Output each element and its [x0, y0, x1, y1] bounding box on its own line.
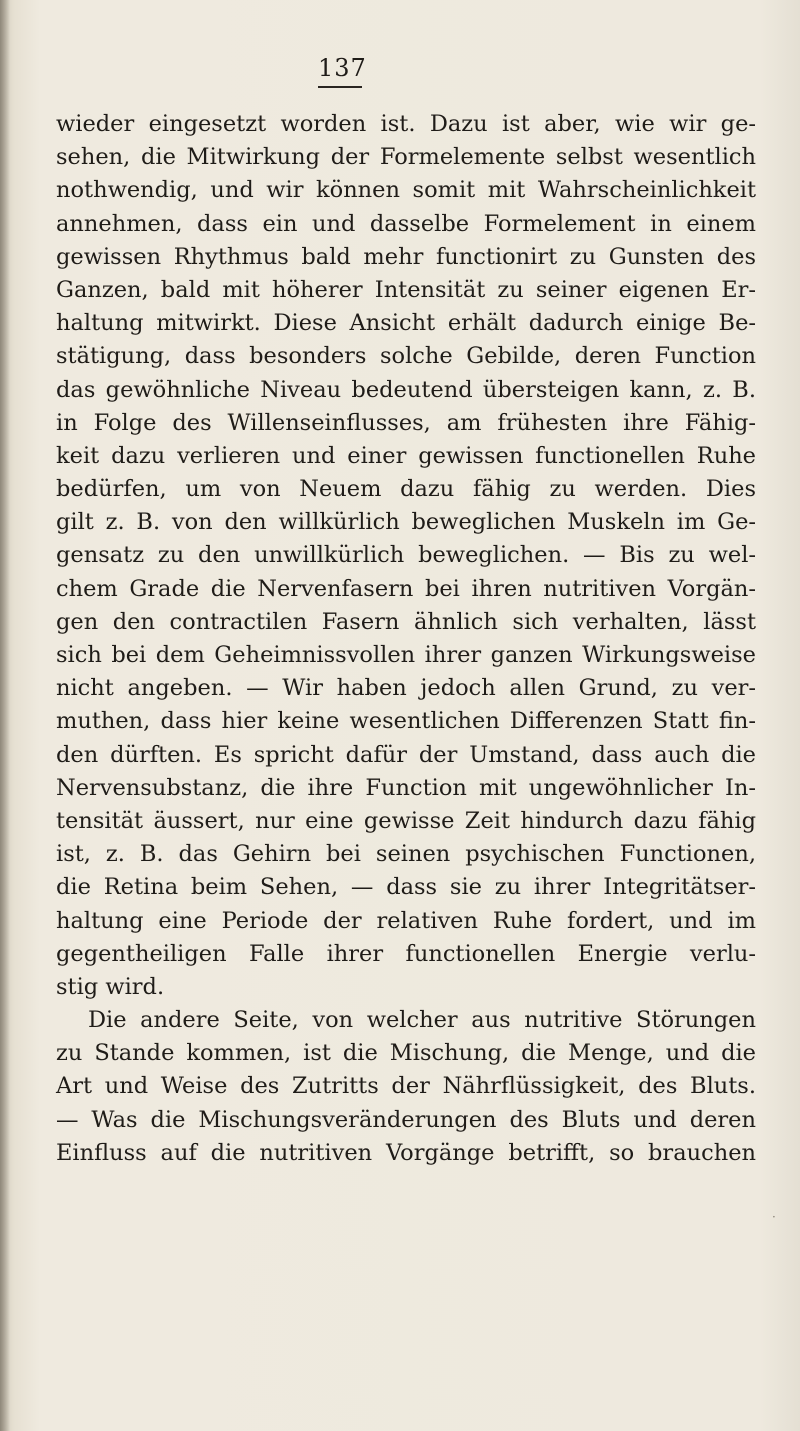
text-line: stätigung, dass besonders solche Gebilde, deren Function [56, 343, 756, 370]
paragraph-end-line: stig wird. [56, 973, 165, 1000]
text-line: in Folge des Willenseinflusses, am frühesten ihre Fähig- [56, 409, 756, 436]
text-line: haltung mitwirkt. Diese Ansicht erhält dadurch einige Be- [56, 310, 756, 337]
text-line: zu Stande kommen, ist die Mischung, die Menge, und die [56, 1040, 756, 1067]
paragraph-start-line: Die andere Seite, von welcher aus nutritive Störungen [88, 1007, 756, 1034]
page-number-rule [318, 86, 362, 88]
text-line: tensität äussert, nur eine gewisse Zeit hindurch dazu fähig [56, 807, 756, 834]
text-line: annehmen, dass ein und dasselbe Formelement in einem [56, 210, 756, 237]
text-line: sehen, die Mitwirkung der Formelemente selbst wesentlich [56, 144, 756, 171]
text-line: das gewöhnliche Niveau bedeutend übersteigen kann, z. B. [56, 376, 756, 403]
text-line: ist, z. B. das Gehirn bei seinen psychischen Functionen, [56, 841, 756, 868]
text-line: chem Grade die Nervenfasern bei ihren nutritiven Vorgän- [56, 575, 756, 602]
text-line: die Retina beim Sehen, — dass sie zu ihrer Integritätser- [56, 874, 756, 901]
text-line: keit dazu verlieren und einer gewissen functionellen Ruhe [56, 442, 756, 469]
text-line: gegentheiligen Falle ihrer functionellen Energie verlu- [56, 940, 756, 967]
text-line: gensatz zu den unwillkürlich beweglichen. — Bis zu wel- [56, 542, 756, 569]
text-line: muthen, dass hier keine wesentlichen Differenzen Statt fin- [56, 708, 756, 735]
paper-speck: · [772, 1210, 776, 1224]
text-line: sich bei dem Geheimnissvollen ihrer ganzen Wirkungsweise [56, 642, 756, 668]
text-line: bedürfen, um von Neuem dazu fähig zu werden. Dies [56, 476, 756, 503]
text-line: den dürften. Es spricht dafür der Umstand, dass auch die [56, 741, 756, 768]
text-line: Art und Weise des Zutritts der Nährflüssigkeit, des Bluts. [56, 1073, 756, 1100]
text-line: nothwendig, und wir können somit mit Wahrscheinlichkeit [56, 177, 756, 204]
text-line: gen den contractilen Fasern ähnlich sich verhalten, lässt [56, 608, 756, 635]
text-line: Einfluss auf die nutritiven Vorgänge betrifft, so brauchen [56, 1139, 756, 1166]
body-text [56, 108, 756, 1170]
text-line: gilt z. B. von den willkürlich beweglichen Muskeln im Ge- [56, 509, 756, 536]
text-line: Nervensubstanz, die ihre Function mit ungewöhnlicher In- [56, 774, 756, 801]
text-line: Ganzen, bald mit höherer Intensität zu seiner eigenen Er- [56, 276, 756, 303]
binding-shadow [0, 0, 10, 1431]
text-line: gewissen Rhythmus bald mehr functionirt zu Gunsten des [56, 243, 756, 270]
text-line: nicht angeben. — Wir haben jedoch allen Grund, zu ver- [56, 675, 756, 702]
text-line: haltung eine Periode der relativen Ruhe fordert, und im [56, 907, 756, 934]
text-line: wieder eingesetzt worden ist. Dazu ist aber, wie wir ge- [56, 111, 756, 137]
page-number: 137 [318, 54, 367, 82]
text-line: — Was die Mischungsveränderungen des Bluts und deren [56, 1106, 756, 1133]
